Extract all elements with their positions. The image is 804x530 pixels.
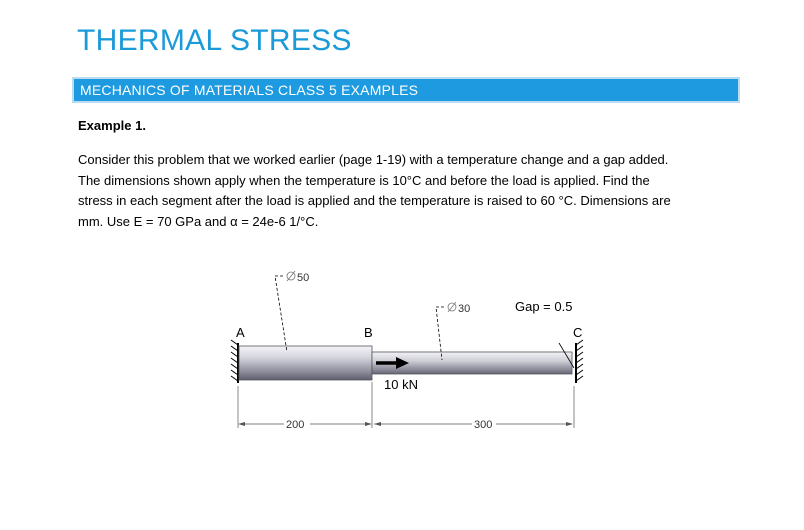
point-c-label: C (573, 325, 583, 340)
diameter-30-callout (436, 302, 470, 360)
diameter-50-label: 50 (297, 272, 310, 284)
dimension-200 (238, 382, 372, 431)
point-b-label: B (364, 325, 373, 340)
length-200-label: 200 (286, 419, 305, 431)
problem-line: mm. Use E = 70 GPa and α = 24e-6 1/°C. (78, 213, 319, 229)
segment-ab-rod (239, 346, 372, 380)
section-banner-label: MECHANICS OF MATERIALS CLASS 5 EXAMPLES (80, 82, 419, 98)
problem-line: The dimensions shown apply when the temperature is 10°C and before the load is applied. Find the (78, 172, 650, 188)
length-300-label: 300 (474, 419, 493, 431)
left-wall-support (231, 340, 238, 383)
load-label: 10 kN (384, 377, 418, 392)
problem-line: Consider this problem that we worked earlier (page 1-19) with a temperature change and a gap added. (78, 152, 669, 167)
page-title: THERMAL STRESS (77, 24, 352, 57)
point-a-label: A (236, 325, 245, 340)
diameter-50-callout (275, 271, 309, 352)
problem-line: stress in each segment after the load is applied and the temperature is raised to 60 °C. Dimensions are (78, 193, 671, 208)
dimension-300 (374, 386, 574, 431)
right-wall-support (576, 340, 583, 383)
diameter-30-label: 30 (458, 303, 471, 315)
example-heading: Example 1. (78, 118, 146, 133)
gap-label: Gap = 0.5 (515, 299, 573, 314)
